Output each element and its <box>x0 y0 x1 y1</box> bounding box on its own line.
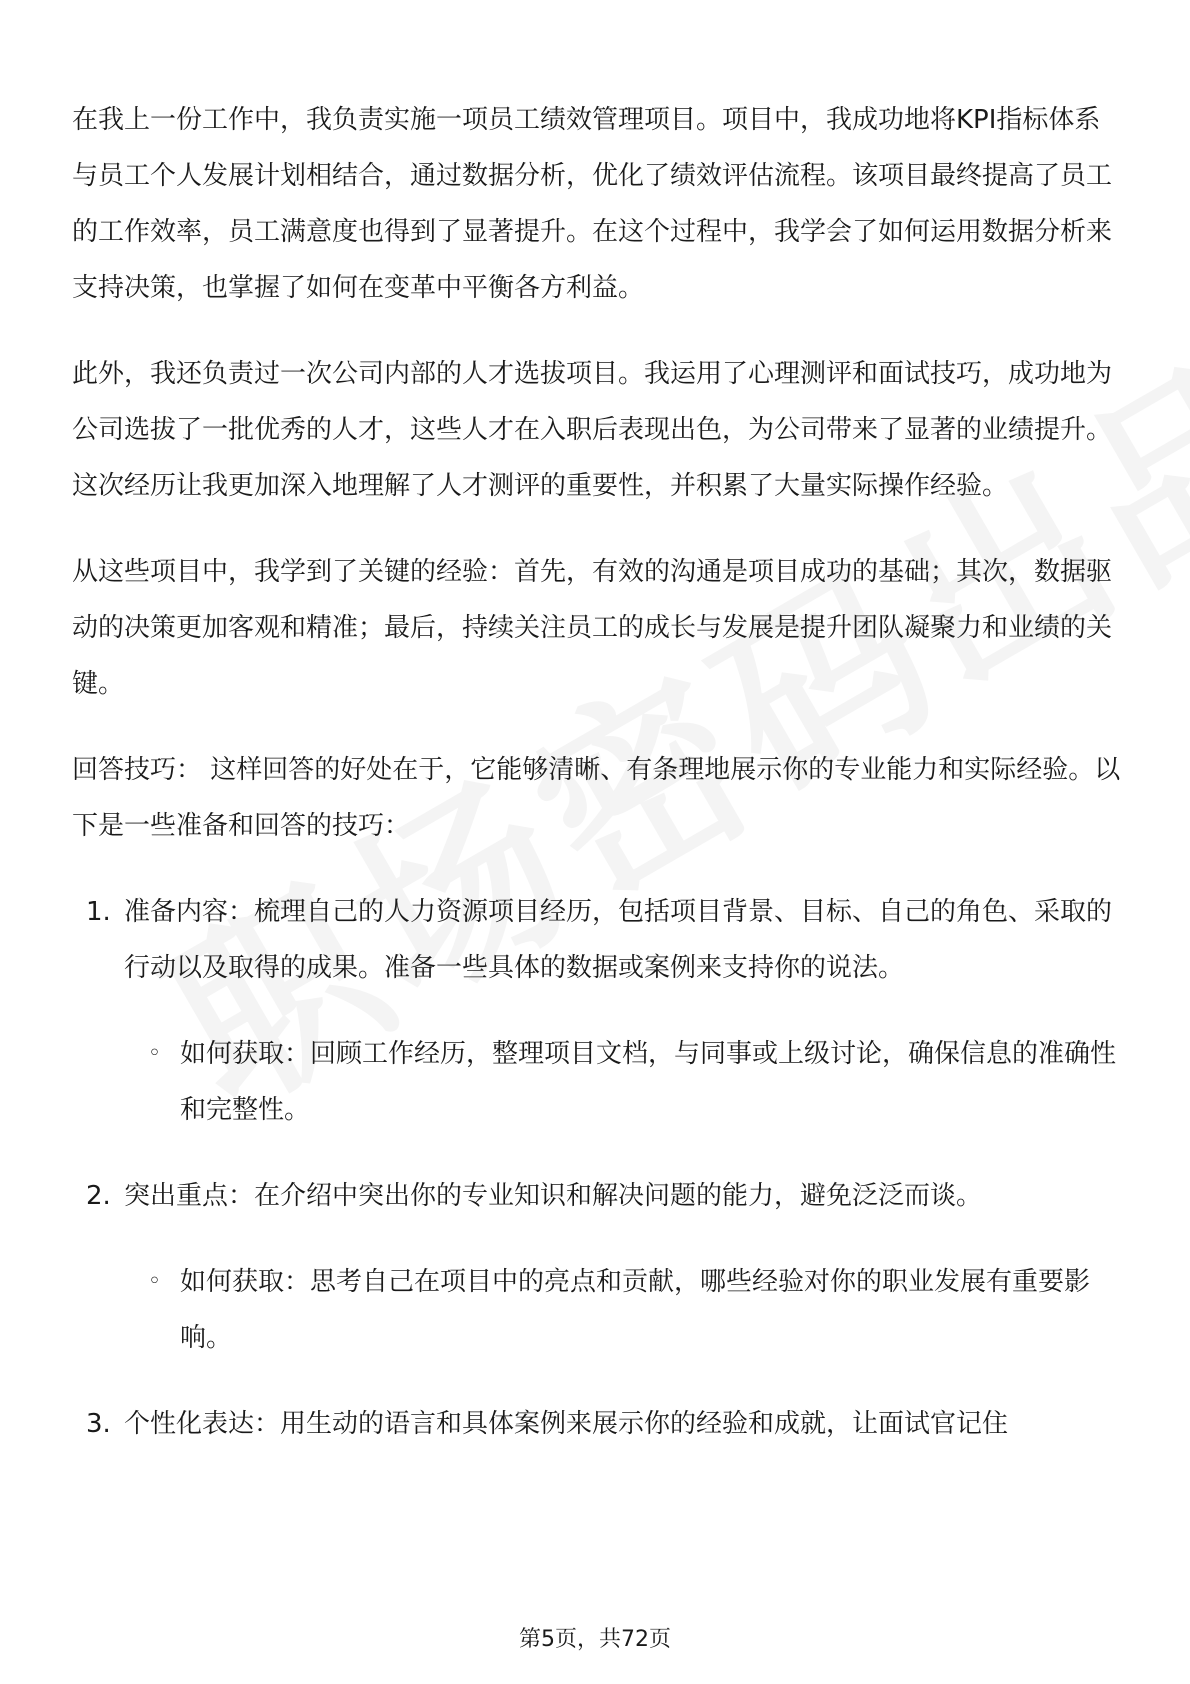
list-item-text: 突出重点：在介绍中突出你的专业知识和解决问题的能力，避免泛泛而谈。 <box>124 1181 983 1211</box>
page-number-footer: 第5页，共72页 <box>519 1627 671 1652</box>
list-number: 2. <box>86 1181 111 1211</box>
list-item-prepare-content <box>72 884 1122 996</box>
sub-item-text: 如何获取：思考自己在项目中的亮点和贡献，哪些经验对你的职业发展有重要影响。 <box>180 1267 1091 1353</box>
hollow-bullet-icon: ◦ <box>148 1041 161 1066</box>
list-item-text: 准备内容：梳理自己的人力资源项目经历，包括项目背景、目标、自己的角色、采取的行动以及取得的成果。准备一些具体的数据或案例来支持你的说法。 <box>124 897 1113 983</box>
list-item-highlight-focus <box>72 1168 1122 1224</box>
list-item-personalized-expression <box>72 1396 1122 1452</box>
paragraph-answer-tips: 回答技巧： 这样回答的好处在于，它能够清晰、有条理地展示你的专业能力和实际经验。以下是一些准备和回答的技巧： <box>72 755 1121 841</box>
sub-item-text: 如何获取：回顾工作经历，整理项目文档，与同事或上级讨论，确保信息的准确性和完整性。 <box>180 1039 1117 1125</box>
hollow-bullet-icon: ◦ <box>148 1269 161 1294</box>
sub-item-how-to-get <box>72 1026 1122 1138</box>
list-number: 1. <box>86 897 111 927</box>
sub-item-how-to-get <box>72 1254 1122 1366</box>
list-number: 3. <box>86 1409 111 1439</box>
document-body <box>72 92 1122 1482</box>
paragraph-lessons-learned: 从这些项目中，我学到了关键的经验：首先，有效的沟通是项目成功的基础；其次，数据驱动的决策更加客观和精准；最后，持续关注员工的成长与发展是提升团队凝聚力和业绩的关键。 <box>72 557 1113 699</box>
list-item-text: 个性化表达：用生动的语言和具体案例来展示你的经验和成就，让面试官记住 <box>124 1409 1009 1439</box>
paragraph-talent-selection: 此外，我还负责过一次公司内部的人才选拔项目。我运用了心理测评和面试技巧，成功地为公司选拔了一批优秀的人才，这些人才在入职后表现出色，为公司带来了显著的业绩提升。这次经历让我更加深入地理解了人才测评的重要性，并积累了大量实际操作经验。 <box>72 359 1113 501</box>
paragraph-performance-project: 在我上一份工作中，我负责实施一项员工绩效管理项目。项目中，我成功地将KPI指标体系与员工个人发展计划相结合，通过数据分析，优化了绩效评估流程。该项目最终提高了员工的工作效率，员工满意度也得到了显著提升。在这个过程中，我学会了如何运用数据分析来支持决策，也掌握了如何在变革中平衡各方利益。 <box>72 105 1113 303</box>
